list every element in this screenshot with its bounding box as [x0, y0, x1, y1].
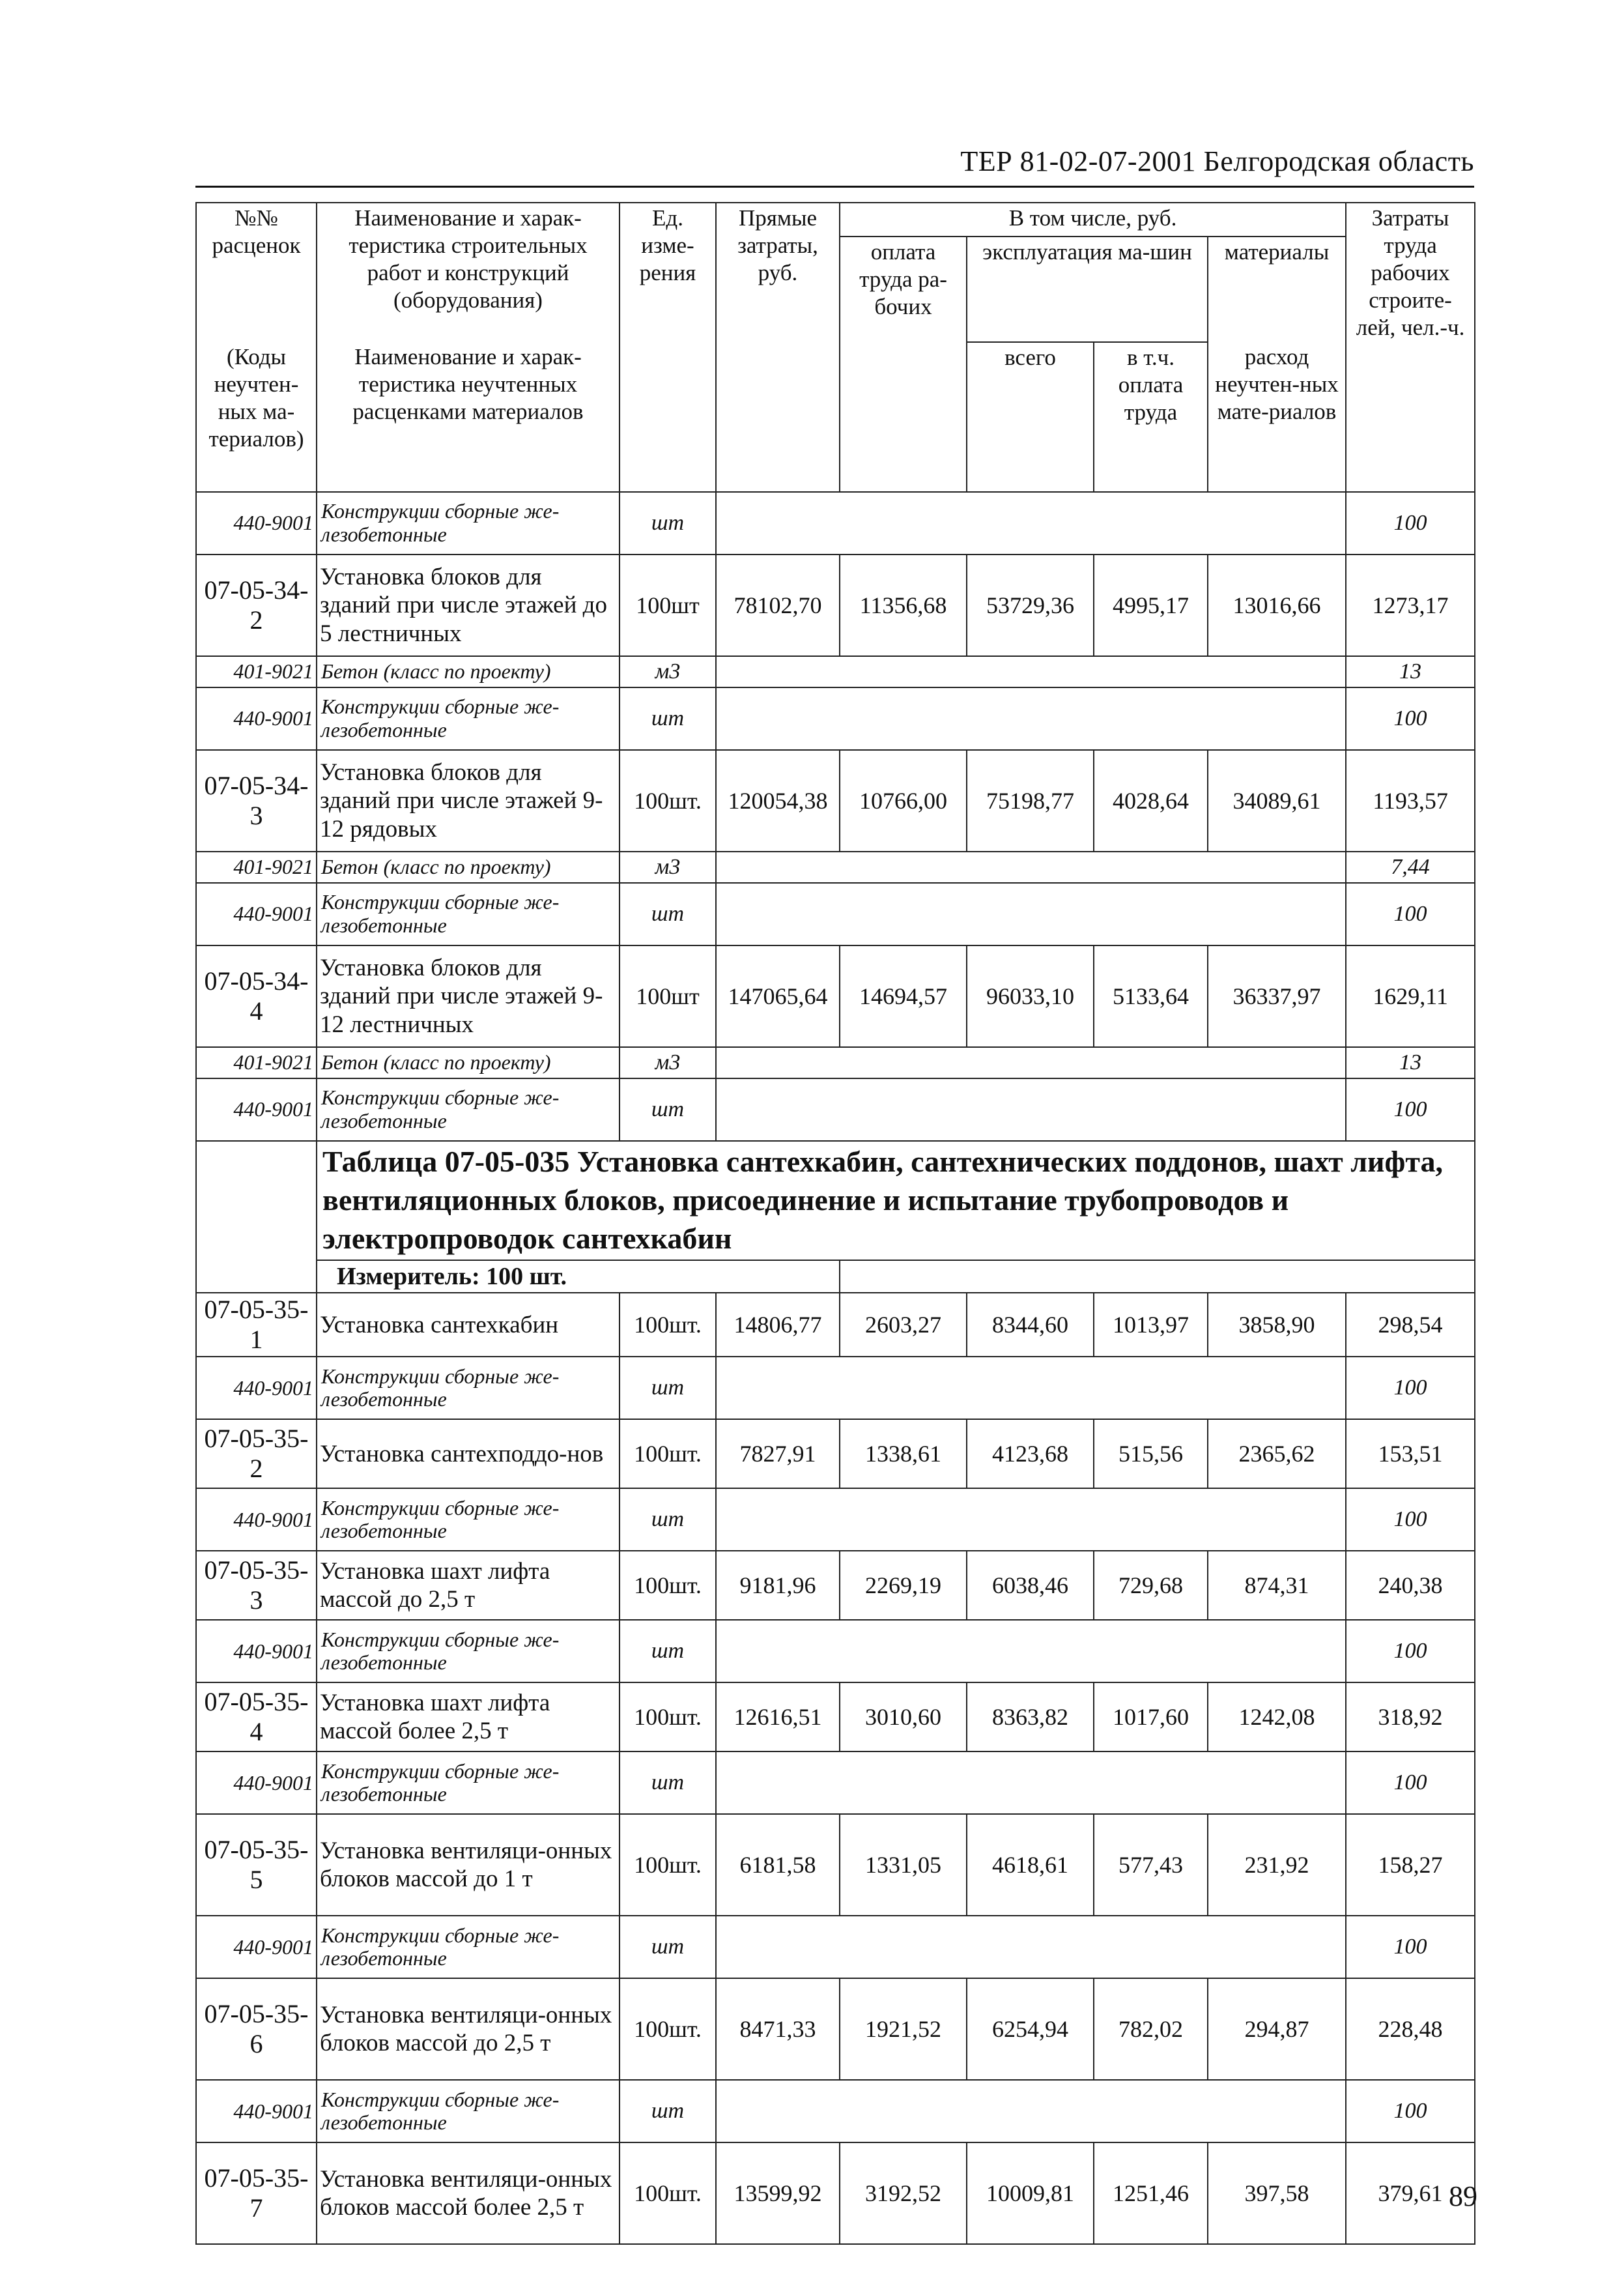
material-blank: [716, 2080, 1346, 2142]
rate-direct-costs: 7827,91: [716, 1419, 840, 1488]
rate-labor-pay: 1338,61: [840, 1419, 967, 1488]
col-header-unit: Ед. изме-рения: [620, 203, 716, 492]
material-row: [196, 883, 1475, 945]
rate-materials: 3858,90: [1208, 1293, 1346, 1357]
material-code: 440-9001: [196, 1916, 317, 1978]
material-name: Конструкции сборные же-лезобетонные: [317, 1916, 620, 1978]
rate-labor: 379,61: [1346, 2142, 1475, 2244]
material-name: Конструкции сборные же-лезобетонные: [317, 2080, 620, 2142]
col-header-material-code: (Коды неучтен-ных ма-териалов): [196, 342, 317, 492]
rate-machines-total: 8363,82: [967, 1682, 1094, 1751]
material-row: [196, 1078, 1475, 1141]
material-blank: [716, 883, 1346, 945]
rate-labor: 240,38: [1346, 1551, 1475, 1620]
rate-direct-costs: 8471,33: [716, 1978, 840, 2080]
material-unit: шт: [620, 1488, 716, 1551]
section-measure: Измеритель: 100 шт.: [317, 1260, 840, 1293]
material-row: [196, 1357, 1475, 1419]
rate-direct-costs: 12616,51: [716, 1682, 840, 1751]
rate-code: 07-05-35-7: [196, 2142, 317, 2244]
rate-labor-pay: 3010,60: [840, 1682, 967, 1751]
material-qty: 7,44: [1346, 852, 1475, 883]
material-blank: [716, 1047, 1346, 1078]
material-blank: [716, 1078, 1346, 1141]
rate-machines-total: 10009,81: [967, 2142, 1094, 2244]
rate-machines-labor: 515,56: [1094, 1419, 1208, 1488]
material-code: 440-9001: [196, 687, 317, 750]
rate-machines-total: 96033,10: [967, 945, 1094, 1047]
material-unit: м3: [620, 852, 716, 883]
col-header-group: В том числе, руб.: [840, 203, 1346, 237]
material-qty: 100: [1346, 1916, 1475, 1978]
rate-unit: 100шт.: [620, 1978, 716, 2080]
rate-name: Установка блоков для зданий при числе этажей 9-12 рядовых: [317, 750, 620, 852]
material-qty: 100: [1346, 687, 1475, 750]
col-header-work-name: Наименование и харак-теристика строительных работ и конструкций (оборудования): [317, 203, 620, 342]
rate-code: 07-05-35-6: [196, 1978, 317, 2080]
measure-blank: [196, 1260, 317, 1293]
rate-direct-costs: 6181,58: [716, 1814, 840, 1916]
material-code: 440-9001: [196, 1488, 317, 1551]
col-header-rate-number: №№ расценок: [196, 203, 317, 342]
rate-row: [196, 555, 1475, 656]
material-unit: шт: [620, 1357, 716, 1419]
rate-name: Установка шахт лифта массой до 2,5 т: [317, 1551, 620, 1620]
section-blank: [196, 1141, 317, 1260]
rate-labor-pay: 1331,05: [840, 1814, 967, 1916]
material-blank: [716, 687, 1346, 750]
rates-table: [195, 202, 1475, 2245]
rate-labor-pay: 3192,52: [840, 2142, 967, 2244]
material-unit: шт: [620, 1078, 716, 1141]
rate-labor-pay: 1921,52: [840, 1978, 967, 2080]
col-header-machines-total: всего: [967, 342, 1094, 492]
rate-code: 07-05-34-4: [196, 945, 317, 1047]
rate-direct-costs: 147065,64: [716, 945, 840, 1047]
rate-machines-total: 8344,60: [967, 1293, 1094, 1357]
rate-labor-pay: 10766,00: [840, 750, 967, 852]
rate-name: Установка блоков для зданий при числе этажей 9-12 лестничных: [317, 945, 620, 1047]
material-unit: шт: [620, 492, 716, 555]
rate-materials: 13016,66: [1208, 555, 1346, 656]
col-header-material-name: Наименование и харак-теристика неучтенных расценками материалов: [317, 342, 620, 492]
material-name: Конструкции сборные же-лезобетонные: [317, 1357, 620, 1419]
material-row: [196, 1047, 1475, 1078]
rate-machines-labor: 4028,64: [1094, 750, 1208, 852]
rate-code: 07-05-35-5: [196, 1814, 317, 1916]
material-code: 440-9001: [196, 1620, 317, 1682]
rate-materials: 36337,97: [1208, 945, 1346, 1047]
col-header-machines-cont: [967, 277, 1208, 342]
material-blank: [716, 852, 1346, 883]
material-unit: шт: [620, 687, 716, 750]
rate-row: [196, 750, 1475, 852]
rate-materials: 1242,08: [1208, 1682, 1346, 1751]
rate-row: [196, 1419, 1475, 1488]
rate-labor: 318,92: [1346, 1682, 1475, 1751]
material-code: 440-9001: [196, 2080, 317, 2142]
col-header-labor: Затраты труда рабочих строите-лей, чел.-ч.: [1346, 203, 1475, 492]
rate-machines-total: 4123,68: [967, 1419, 1094, 1488]
material-code: 401-9021: [196, 1047, 317, 1078]
rate-code: 07-05-35-1: [196, 1293, 317, 1357]
rate-labor: 153,51: [1346, 1419, 1475, 1488]
rate-row: [196, 2142, 1475, 2244]
rate-unit: 100шт.: [620, 2142, 716, 2244]
rate-labor-pay: 14694,57: [840, 945, 967, 1047]
rate-code: 07-05-35-2: [196, 1419, 317, 1488]
rate-code: 07-05-35-3: [196, 1551, 317, 1620]
material-qty: 13: [1346, 656, 1475, 687]
page-number: 89: [1449, 2180, 1477, 2212]
rate-unit: 100шт.: [620, 1814, 716, 1916]
material-code: 440-9001: [196, 1751, 317, 1814]
material-qty: 100: [1346, 492, 1475, 555]
material-unit: м3: [620, 1047, 716, 1078]
material-qty: 100: [1346, 1620, 1475, 1682]
rate-unit: 100шт.: [620, 1419, 716, 1488]
document-header: ТЕР 81-02-07-2001 Белгородская область: [960, 145, 1474, 177]
rate-materials: 874,31: [1208, 1551, 1346, 1620]
material-blank: [716, 1620, 1346, 1682]
rate-row: [196, 1814, 1475, 1916]
rate-direct-costs: 13599,92: [716, 2142, 840, 2244]
material-blank: [716, 1751, 1346, 1814]
material-qty: 100: [1346, 1488, 1475, 1551]
material-name: Бетон (класс по проекту): [317, 852, 620, 883]
material-name: Конструкции сборные же-лезобетонные: [317, 492, 620, 555]
rate-name: Установка шахт лифта массой более 2,5 т: [317, 1682, 620, 1751]
col-header-materials-unaccounted: расход неучтен-ных мате-риалов: [1208, 342, 1346, 492]
col-header-machines: эксплуатация ма-шин: [967, 237, 1208, 277]
material-row: [196, 1620, 1475, 1682]
rate-machines-total: 4618,61: [967, 1814, 1094, 1916]
rate-materials: 2365,62: [1208, 1419, 1346, 1488]
material-unit: шт: [620, 1620, 716, 1682]
rate-labor-pay: 11356,68: [840, 555, 967, 656]
rate-direct-costs: 9181,96: [716, 1551, 840, 1620]
material-blank: [716, 1357, 1346, 1419]
material-qty: 100: [1346, 883, 1475, 945]
rate-code: 07-05-35-4: [196, 1682, 317, 1751]
rate-labor-pay: 2603,27: [840, 1293, 967, 1357]
rate-row: [196, 1682, 1475, 1751]
rate-labor: 228,48: [1346, 1978, 1475, 2080]
material-qty: 100: [1346, 1078, 1475, 1141]
rate-labor: 1273,17: [1346, 555, 1475, 656]
rate-machines-labor: 1017,60: [1094, 1682, 1208, 1751]
material-name: Конструкции сборные же-лезобетонные: [317, 1620, 620, 1682]
material-qty: 100: [1346, 1357, 1475, 1419]
rate-unit: 100шт.: [620, 1551, 716, 1620]
material-row: [196, 2080, 1475, 2142]
header-rule: [195, 186, 1474, 188]
material-blank: [716, 656, 1346, 687]
material-unit: шт: [620, 1916, 716, 1978]
material-code: 401-9021: [196, 656, 317, 687]
rate-name: Установка вентиляци-онных блоков массой до 1 т: [317, 1814, 620, 1916]
rate-direct-costs: 120054,38: [716, 750, 840, 852]
material-name: Конструкции сборные же-лезобетонные: [317, 1751, 620, 1814]
material-blank: [716, 492, 1346, 555]
material-blank: [716, 1916, 1346, 1978]
rate-unit: 100шт.: [620, 750, 716, 852]
rate-row: [196, 1293, 1475, 1357]
rate-row: [196, 1978, 1475, 2080]
rate-name: Установка блоков для зданий при числе этажей до 5 лестничных: [317, 555, 620, 656]
rate-direct-costs: 14806,77: [716, 1293, 840, 1357]
rate-labor: 1629,11: [1346, 945, 1475, 1047]
material-code: 440-9001: [196, 1357, 317, 1419]
rate-unit: 100шт.: [620, 1682, 716, 1751]
rate-machines-total: 6038,46: [967, 1551, 1094, 1620]
rate-name: Установка сантехкабин: [317, 1293, 620, 1357]
rate-machines-labor: 782,02: [1094, 1978, 1208, 2080]
rate-unit: 100шт: [620, 555, 716, 656]
material-code: 401-9021: [196, 852, 317, 883]
material-row: [196, 1916, 1475, 1978]
rate-materials: 231,92: [1208, 1814, 1346, 1916]
rate-code: 07-05-34-3: [196, 750, 317, 852]
rate-unit: 100шт: [620, 945, 716, 1047]
material-name: Конструкции сборные же-лезобетонные: [317, 883, 620, 945]
col-header-materials: материалы: [1208, 237, 1346, 277]
material-row: [196, 852, 1475, 883]
rate-name: Установка вентиляци-онных блоков массой до 2,5 т: [317, 1978, 620, 2080]
rate-machines-labor: 4995,17: [1094, 555, 1208, 656]
material-code: 440-9001: [196, 492, 317, 555]
material-code: 440-9001: [196, 1078, 317, 1141]
col-header-labor-pay: оплата труда ра-бочих: [840, 237, 967, 492]
rate-labor-pay: 2269,19: [840, 1551, 967, 1620]
rate-labor: 1193,57: [1346, 750, 1475, 852]
rate-row: [196, 945, 1475, 1047]
material-qty: 100: [1346, 2080, 1475, 2142]
material-unit: шт: [620, 2080, 716, 2142]
material-name: Конструкции сборные же-лезобетонные: [317, 1488, 620, 1551]
rate-direct-costs: 78102,70: [716, 555, 840, 656]
rate-machines-labor: 5133,64: [1094, 945, 1208, 1047]
section-title: Таблица 07-05-035 Установка сантехкабин, сантехнических поддонов, шахт лифта, вентиляционных блоков, присоединение и испытание трубопроводов и электропроводок сантехкабин: [317, 1141, 1475, 1260]
rate-unit: 100шт.: [620, 1293, 716, 1357]
rate-name: Установка сантехподдо-нов: [317, 1419, 620, 1488]
material-qty: 13: [1346, 1047, 1475, 1078]
rate-machines-labor: 577,43: [1094, 1814, 1208, 1916]
rate-machines-total: 53729,36: [967, 555, 1094, 656]
material-row: [196, 656, 1475, 687]
rate-machines-total: 6254,94: [967, 1978, 1094, 2080]
material-qty: 100: [1346, 1751, 1475, 1814]
rate-materials: 397,58: [1208, 2142, 1346, 2244]
rate-labor: 158,27: [1346, 1814, 1475, 1916]
col-header-materials-cont: [1208, 277, 1346, 342]
material-name: Бетон (класс по проекту): [317, 1047, 620, 1078]
material-unit: м3: [620, 656, 716, 687]
rate-materials: 34089,61: [1208, 750, 1346, 852]
material-blank: [716, 1488, 1346, 1551]
material-row: [196, 1488, 1475, 1551]
material-row: [196, 492, 1475, 555]
rate-row: [196, 1551, 1475, 1620]
rate-name: Установка вентиляци-онных блоков массой более 2,5 т: [317, 2142, 620, 2244]
col-header-machines-incl: в т.ч. оплата труда: [1094, 342, 1208, 492]
material-row: [196, 1751, 1475, 1814]
rate-machines-labor: 729,68: [1094, 1551, 1208, 1620]
rate-materials: 294,87: [1208, 1978, 1346, 2080]
material-name: Конструкции сборные же-лезобетонные: [317, 687, 620, 750]
rate-code: 07-05-34-2: [196, 555, 317, 656]
material-code: 440-9001: [196, 883, 317, 945]
material-unit: шт: [620, 883, 716, 945]
rate-machines-labor: 1251,46: [1094, 2142, 1208, 2244]
col-header-direct-costs: Прямые затраты, руб.: [716, 203, 840, 492]
rate-labor: 298,54: [1346, 1293, 1475, 1357]
material-unit: шт: [620, 1751, 716, 1814]
rate-machines-labor: 1013,97: [1094, 1293, 1208, 1357]
rate-machines-total: 75198,77: [967, 750, 1094, 852]
measure-spacer: [840, 1260, 1475, 1293]
material-row: [196, 687, 1475, 750]
material-name: Конструкции сборные же-лезобетонные: [317, 1078, 620, 1141]
material-name: Бетон (класс по проекту): [317, 656, 620, 687]
